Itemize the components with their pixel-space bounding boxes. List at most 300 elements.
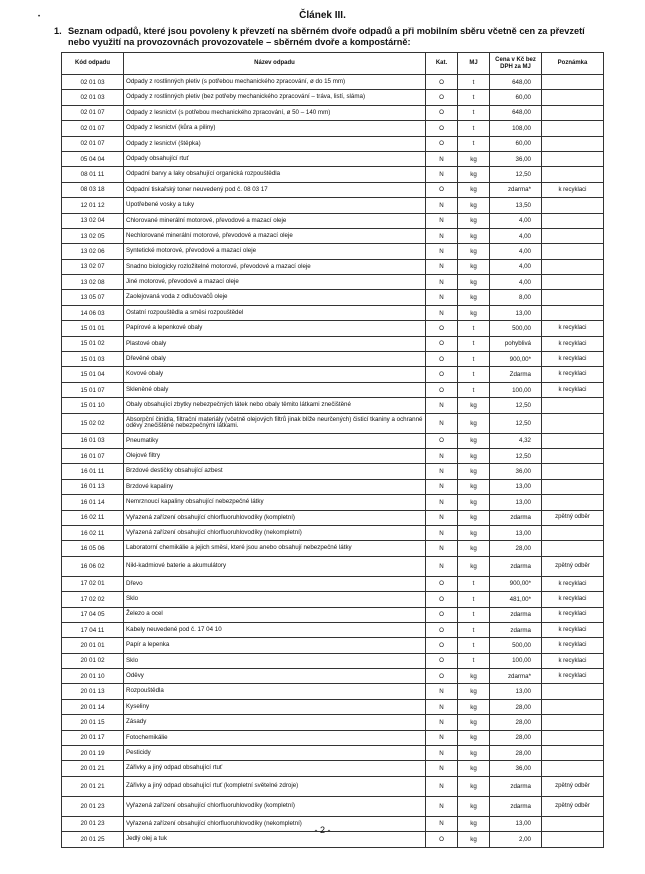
table-row: [62, 556, 604, 576]
unit-cell: kg: [458, 151, 490, 166]
category-cell: N: [426, 398, 458, 413]
unit-cell: t: [458, 382, 490, 397]
price-cell: 4,00: [490, 259, 542, 274]
table-row: [62, 105, 604, 120]
category-cell: N: [426, 556, 458, 576]
waste-code-cell: 15 01 01: [62, 321, 124, 336]
price-cell: 28,00: [490, 715, 542, 730]
unit-cell: kg: [458, 413, 490, 433]
table-row: [62, 607, 604, 622]
table-row: [62, 90, 604, 105]
waste-code-cell: 20 01 25: [62, 832, 124, 847]
waste-code-cell: 08 03 18: [62, 182, 124, 197]
waste-name-cell: Brzdové kapaliny: [124, 479, 426, 494]
unit-cell: t: [458, 592, 490, 607]
waste-name-cell: Odpadní barvy a laky obsahující organická rozpouštědla: [124, 167, 426, 182]
category-cell: N: [426, 495, 458, 510]
price-cell: zdarma: [490, 510, 542, 525]
price-cell: 900,00*: [490, 352, 542, 367]
waste-name-cell: Jedlý olej a tuk: [124, 832, 426, 847]
waste-name-cell: Železo a ocel: [124, 607, 426, 622]
waste-name-cell: Odpady z rostlinných pletiv (bez potřeby mechanického zpracování – tráva, listí, sláma): [124, 90, 426, 105]
waste-name-cell: Skleněné obaly: [124, 382, 426, 397]
note-cell: zpětný odběr: [542, 556, 604, 576]
price-cell: 900,00*: [490, 576, 542, 591]
waste-code-cell: 16 01 03: [62, 433, 124, 448]
intro-paragraph: [54, 26, 594, 48]
price-cell: zdarma*: [490, 182, 542, 197]
price-cell: 28,00: [490, 746, 542, 761]
waste-code-cell: 20 01 19: [62, 746, 124, 761]
table-row: [62, 796, 604, 816]
category-cell: N: [426, 525, 458, 540]
note-cell: [542, 121, 604, 136]
category-cell: O: [426, 832, 458, 847]
table-row: [62, 699, 604, 714]
table-row: [62, 352, 604, 367]
note-cell: [542, 448, 604, 463]
unit-cell: t: [458, 75, 490, 90]
price-cell: 13,00: [490, 684, 542, 699]
table-row: [62, 746, 604, 761]
category-cell: N: [426, 228, 458, 243]
note-cell: k recyklaci: [542, 352, 604, 367]
table-row: [62, 776, 604, 796]
price-cell: 13,00: [490, 495, 542, 510]
unit-cell: kg: [458, 228, 490, 243]
category-cell: N: [426, 464, 458, 479]
category-cell: O: [426, 367, 458, 382]
waste-name-cell: Nechlorované minerální motorové, převodové a mazací oleje: [124, 228, 426, 243]
waste-code-cell: 13 02 04: [62, 213, 124, 228]
price-cell: 60,00: [490, 90, 542, 105]
unit-cell: t: [458, 367, 490, 382]
waste-name-cell: Vyřazená zařízení obsahující chlorfluoruhlovodíky (kompletní): [124, 510, 426, 525]
waste-code-cell: 16 02 11: [62, 525, 124, 540]
table-row: [62, 321, 604, 336]
unit-cell: kg: [458, 398, 490, 413]
waste-code-cell: 20 01 02: [62, 653, 124, 668]
table-row: [62, 198, 604, 213]
category-cell: N: [426, 699, 458, 714]
category-cell: N: [426, 510, 458, 525]
waste-name-cell: Zaolejovaná voda z odlučovačů oleje: [124, 290, 426, 305]
note-cell: k recyklaci: [542, 622, 604, 637]
waste-code-cell: 05 04 04: [62, 151, 124, 166]
unit-cell: kg: [458, 684, 490, 699]
price-cell: zdarma: [490, 776, 542, 796]
table-row: [62, 576, 604, 591]
price-cell: 4,00: [490, 228, 542, 243]
category-cell: N: [426, 244, 458, 259]
category-cell: O: [426, 382, 458, 397]
waste-name-cell: Sklo: [124, 592, 426, 607]
unit-cell: kg: [458, 699, 490, 714]
unit-cell: kg: [458, 541, 490, 556]
category-cell: O: [426, 622, 458, 637]
note-cell: [542, 464, 604, 479]
category-cell: N: [426, 796, 458, 816]
waste-name-cell: Olejové filtry: [124, 448, 426, 463]
waste-name-cell: Vyřazená zařízení obsahující chlorfluoruhlovodíky (kompletní): [124, 796, 426, 816]
table-row: [62, 464, 604, 479]
waste-code-cell: 16 01 11: [62, 464, 124, 479]
waste-name-cell: Absorpční činidla, filtrační materiály (včetně olejových filtrů jinak blíže neurčených) čisticí tkaniny a ochranné oděvy znečištěné nebezpečnými látkami.: [124, 413, 426, 433]
price-cell: 648,00: [490, 75, 542, 90]
note-cell: zpětný odběr: [542, 796, 604, 816]
note-cell: k recyklaci: [542, 336, 604, 351]
waste-name-cell: Brzdové destičky obsahující azbest: [124, 464, 426, 479]
waste-code-cell: 13 02 08: [62, 275, 124, 290]
page-number: - 2 -: [314, 825, 331, 835]
price-cell: 13,00: [490, 479, 542, 494]
waste-code-cell: 20 01 15: [62, 715, 124, 730]
unit-cell: kg: [458, 495, 490, 510]
unit-cell: kg: [458, 776, 490, 796]
waste-name-cell: Snadno biologicky rozložitelné motorové, převodové a mazací oleje: [124, 259, 426, 274]
waste-name-cell: Nikl-kadmiové baterie a akumulátory: [124, 556, 426, 576]
unit-cell: kg: [458, 167, 490, 182]
waste-code-cell: 16 02 11: [62, 510, 124, 525]
note-cell: k recyklaci: [542, 182, 604, 197]
category-cell: O: [426, 433, 458, 448]
unit-cell: kg: [458, 448, 490, 463]
waste-code-cell: 20 01 14: [62, 699, 124, 714]
waste-name-cell: Odpady z lesnictví (kůra a piliny): [124, 121, 426, 136]
category-cell: O: [426, 592, 458, 607]
category-cell: N: [426, 479, 458, 494]
table-row: [62, 275, 604, 290]
waste-name-cell: Zásady: [124, 715, 426, 730]
waste-name-cell: Odpady z rostlinných pletiv (s potřebou mechanického zpracování, ø do 15 mm): [124, 75, 426, 90]
table-row: [62, 525, 604, 540]
waste-name-cell: Odpady z lesnictví (štěpka): [124, 136, 426, 151]
price-cell: 36,00: [490, 151, 542, 166]
unit-cell: t: [458, 136, 490, 151]
category-cell: O: [426, 136, 458, 151]
waste-name-cell: Rozpouštědla: [124, 684, 426, 699]
category-cell: N: [426, 167, 458, 182]
price-cell: zdarma: [490, 556, 542, 576]
category-cell: O: [426, 669, 458, 684]
price-cell: zdarma: [490, 796, 542, 816]
waste-code-cell: 17 04 11: [62, 622, 124, 637]
price-cell: 4,00: [490, 213, 542, 228]
category-cell: N: [426, 730, 458, 745]
waste-code-cell: 08 01 11: [62, 167, 124, 182]
category-cell: N: [426, 776, 458, 796]
unit-cell: t: [458, 336, 490, 351]
note-cell: [542, 541, 604, 556]
note-cell: k recyklaci: [542, 592, 604, 607]
note-cell: k recyklaci: [542, 367, 604, 382]
price-cell: 4,32: [490, 433, 542, 448]
waste-code-cell: 16 01 13: [62, 479, 124, 494]
price-cell: 13,50: [490, 198, 542, 213]
category-cell: N: [426, 816, 458, 831]
waste-code-cell: 02 01 07: [62, 121, 124, 136]
waste-code-cell: 15 01 03: [62, 352, 124, 367]
table-row: [62, 382, 604, 397]
waste-code-cell: 16 05 06: [62, 541, 124, 556]
table-row: [62, 182, 604, 197]
table-row: [62, 510, 604, 525]
waste-code-cell: 16 01 14: [62, 495, 124, 510]
note-cell: [542, 151, 604, 166]
waste-name-cell: Laboratorní chemikálie a jejich směsi, které jsou anebo obsahují nebezpečné látky: [124, 541, 426, 556]
table-row: [62, 136, 604, 151]
waste-code-cell: 17 02 01: [62, 576, 124, 591]
intro-number: 1.: [54, 26, 62, 36]
category-cell: N: [426, 715, 458, 730]
price-cell: 60,00: [490, 136, 542, 151]
price-cell: 12,50: [490, 448, 542, 463]
waste-name-cell: Zářivky a jiný odpad obsahující rtuť: [124, 761, 426, 776]
price-cell: 4,00: [490, 244, 542, 259]
note-cell: [542, 715, 604, 730]
category-cell: N: [426, 290, 458, 305]
column-header-price: Cena v Kč bez DPH za MJ: [490, 53, 542, 75]
note-cell: [542, 275, 604, 290]
waste-name-cell: Dřevo: [124, 576, 426, 591]
waste-name-cell: Papír a lepenka: [124, 638, 426, 653]
unit-cell: t: [458, 105, 490, 120]
unit-cell: kg: [458, 525, 490, 540]
price-cell: 28,00: [490, 541, 542, 556]
price-cell: zdarma: [490, 607, 542, 622]
note-cell: [542, 290, 604, 305]
waste-name-cell: Kyseliny: [124, 699, 426, 714]
waste-code-cell: 13 02 06: [62, 244, 124, 259]
table-row: [62, 669, 604, 684]
waste-code-cell: 13 02 07: [62, 259, 124, 274]
category-cell: O: [426, 321, 458, 336]
price-cell: 108,00: [490, 121, 542, 136]
note-cell: [542, 398, 604, 413]
category-cell: N: [426, 541, 458, 556]
waste-code-cell: 02 01 03: [62, 90, 124, 105]
unit-cell: kg: [458, 556, 490, 576]
unit-cell: kg: [458, 669, 490, 684]
table-row: [62, 121, 604, 136]
price-cell: 36,00: [490, 761, 542, 776]
waste-name-cell: Syntetické motorové, převodové a mazací oleje: [124, 244, 426, 259]
category-cell: O: [426, 90, 458, 105]
price-cell: 12,50: [490, 398, 542, 413]
waste-name-cell: Upotřebené vosky a tuky: [124, 198, 426, 213]
price-cell: 28,00: [490, 730, 542, 745]
category-cell: O: [426, 638, 458, 653]
note-cell: [542, 433, 604, 448]
waste-name-cell: Jiné motorové, převodové a mazací oleje: [124, 275, 426, 290]
waste-code-cell: 15 02 02: [62, 413, 124, 433]
intro-text: Seznam odpadů, které jsou povoleny k převzetí na sběrném dvoře odpadů a při mobilním sběru včetně cen za převzetí nebo využití na provozovnách provozovatele – sběrném dvoře a kompostárně:: [68, 26, 585, 47]
category-cell: N: [426, 684, 458, 699]
table-row: [62, 684, 604, 699]
table-header-row: [62, 53, 604, 75]
waste-name-cell: Pesticidy: [124, 746, 426, 761]
price-cell: 36,00: [490, 464, 542, 479]
unit-cell: kg: [458, 275, 490, 290]
table-row: [62, 151, 604, 166]
price-cell: Zdarma: [490, 367, 542, 382]
note-cell: [542, 413, 604, 433]
note-cell: k recyklaci: [542, 653, 604, 668]
waste-code-cell: 20 01 01: [62, 638, 124, 653]
unit-cell: t: [458, 90, 490, 105]
waste-name-cell: Vyřazená zařízení obsahující chlorfluoruhlovodíky (nekompletní): [124, 816, 426, 831]
unit-cell: kg: [458, 816, 490, 831]
table-row: [62, 367, 604, 382]
waste-name-cell: Papírové a lepenkové obaly: [124, 321, 426, 336]
note-cell: k recyklaci: [542, 382, 604, 397]
article-title: Článek III.: [299, 10, 346, 21]
note-cell: [542, 746, 604, 761]
unit-cell: kg: [458, 761, 490, 776]
price-cell: zdarma*: [490, 669, 542, 684]
waste-code-cell: 02 01 07: [62, 105, 124, 120]
bullet-mark: •: [38, 14, 41, 20]
waste-name-cell: Kabely neuvedené pod č. 17 04 10: [124, 622, 426, 637]
category-cell: N: [426, 259, 458, 274]
waste-name-cell: Nemrznoucí kapaliny obsahující nebezpečné látky: [124, 495, 426, 510]
waste-name-cell: Plastové obaly: [124, 336, 426, 351]
waste-code-cell: 13 02 05: [62, 228, 124, 243]
note-cell: [542, 525, 604, 540]
price-cell: 8,00: [490, 290, 542, 305]
unit-cell: kg: [458, 198, 490, 213]
unit-cell: kg: [458, 244, 490, 259]
waste-name-cell: Fotochemikálie: [124, 730, 426, 745]
unit-cell: kg: [458, 464, 490, 479]
category-cell: N: [426, 413, 458, 433]
price-cell: 648,00: [490, 105, 542, 120]
unit-cell: kg: [458, 715, 490, 730]
note-cell: [542, 228, 604, 243]
note-cell: [542, 730, 604, 745]
category-cell: N: [426, 198, 458, 213]
note-cell: zpětný odběr: [542, 510, 604, 525]
unit-cell: kg: [458, 730, 490, 745]
unit-cell: kg: [458, 182, 490, 197]
waste-code-cell: 02 01 03: [62, 75, 124, 90]
category-cell: N: [426, 746, 458, 761]
note-cell: [542, 699, 604, 714]
table-row: [62, 653, 604, 668]
note-cell: [542, 761, 604, 776]
unit-cell: t: [458, 607, 490, 622]
category-cell: N: [426, 761, 458, 776]
price-cell: 500,00: [490, 638, 542, 653]
waste-code-cell: 20 01 23: [62, 796, 124, 816]
table-row: [62, 622, 604, 637]
unit-cell: kg: [458, 746, 490, 761]
note-cell: [542, 259, 604, 274]
price-cell: 2,00: [490, 832, 542, 847]
price-cell: 4,00: [490, 275, 542, 290]
column-header-note: Poznámka: [542, 53, 604, 75]
waste-code-cell: 13 05 07: [62, 290, 124, 305]
category-cell: O: [426, 576, 458, 591]
table-row: [62, 305, 604, 320]
category-cell: O: [426, 105, 458, 120]
price-cell: 28,00: [490, 699, 542, 714]
table-row: [62, 448, 604, 463]
waste-code-cell: 12 01 12: [62, 198, 124, 213]
category-cell: O: [426, 75, 458, 90]
table-row: [62, 479, 604, 494]
unit-cell: t: [458, 352, 490, 367]
category-cell: O: [426, 607, 458, 622]
note-cell: [542, 244, 604, 259]
table-row: [62, 75, 604, 90]
category-cell: O: [426, 336, 458, 351]
waste-name-cell: Odpady obsahující rtuť: [124, 151, 426, 166]
waste-code-cell: 20 01 21: [62, 776, 124, 796]
unit-cell: kg: [458, 433, 490, 448]
category-cell: N: [426, 151, 458, 166]
table-row: [62, 433, 604, 448]
table-row: [62, 398, 604, 413]
note-cell: [542, 213, 604, 228]
unit-cell: kg: [458, 213, 490, 228]
table-row: [62, 638, 604, 653]
note-cell: k recyklaci: [542, 321, 604, 336]
price-cell: 481,00*: [490, 592, 542, 607]
unit-cell: kg: [458, 290, 490, 305]
price-cell: 500,00: [490, 321, 542, 336]
waste-code-cell: 15 01 02: [62, 336, 124, 351]
unit-cell: t: [458, 622, 490, 637]
note-cell: k recyklaci: [542, 669, 604, 684]
unit-cell: kg: [458, 479, 490, 494]
waste-code-cell: 20 01 10: [62, 669, 124, 684]
waste-name-cell: Odpadní tiskařský toner neuvedený pod č. 08 03 17: [124, 182, 426, 197]
category-cell: O: [426, 121, 458, 136]
table-row: [62, 167, 604, 182]
table-row: [62, 495, 604, 510]
note-cell: [542, 305, 604, 320]
waste-code-cell: 16 06 02: [62, 556, 124, 576]
price-cell: 13,00: [490, 525, 542, 540]
waste-code-cell: 17 04 05: [62, 607, 124, 622]
table-row: [62, 336, 604, 351]
category-cell: N: [426, 213, 458, 228]
table-row: [62, 761, 604, 776]
note-cell: k recyklaci: [542, 607, 604, 622]
waste-name-cell: Oděvy: [124, 669, 426, 684]
waste-code-cell: 15 01 10: [62, 398, 124, 413]
waste-code-cell: 15 01 04: [62, 367, 124, 382]
note-cell: [542, 105, 604, 120]
waste-code-cell: 02 01 07: [62, 136, 124, 151]
waste-code-cell: 20 01 13: [62, 684, 124, 699]
table-row: [62, 259, 604, 274]
unit-cell: kg: [458, 259, 490, 274]
unit-cell: t: [458, 638, 490, 653]
unit-cell: kg: [458, 832, 490, 847]
price-cell: 100,00: [490, 382, 542, 397]
waste-code-cell: 15 01 07: [62, 382, 124, 397]
price-cell: 100,00: [490, 653, 542, 668]
table-row: [62, 228, 604, 243]
waste-name-cell: Dřevěné obaly: [124, 352, 426, 367]
category-cell: N: [426, 305, 458, 320]
note-cell: k recyklaci: [542, 638, 604, 653]
note-cell: [542, 90, 604, 105]
waste-name-cell: Ostatní rozpouštědla a směsi rozpouštědel: [124, 305, 426, 320]
table-row: [62, 213, 604, 228]
